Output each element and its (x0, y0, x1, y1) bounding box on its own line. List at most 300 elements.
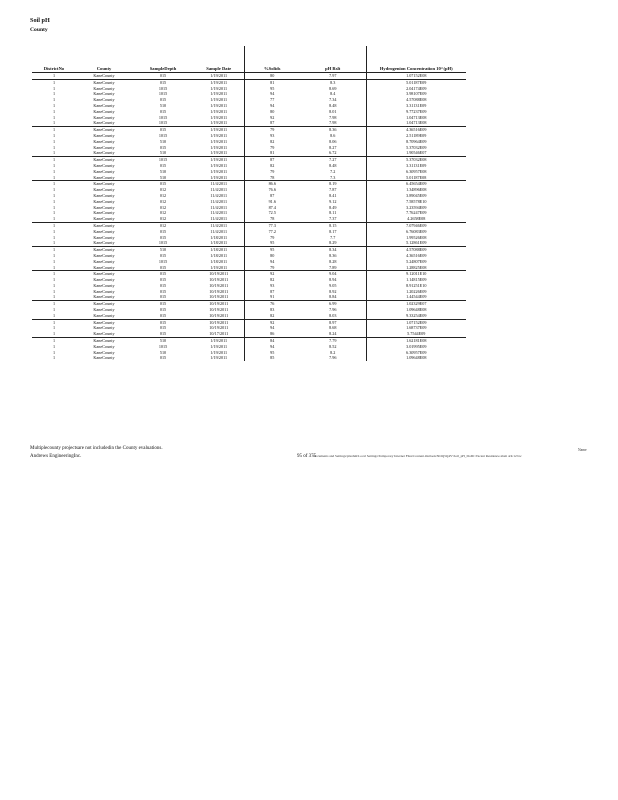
sample-date-cell: 1/19/2011 (210, 138, 228, 144)
percent-solids-cell: 92 (244, 115, 300, 121)
sample-depth-cell: 015 (159, 307, 167, 313)
sample-date-cell: 1/19/2011 (210, 144, 228, 150)
hydrogen-ion-cell: 1.04713E08 (366, 120, 466, 126)
sample-depth-cell: 015 (159, 73, 167, 78)
sample-depth-cell: 012 (159, 210, 167, 216)
header-sample-date: Sample Date (194, 46, 244, 73)
percent-solids-cell: 95 (244, 350, 300, 356)
ph-result-cell: 8.27 (329, 144, 337, 150)
ph-result-cell: 8.68 (329, 325, 337, 331)
hydrogen-ion-cell: 5.12861E09 (366, 240, 466, 246)
county-cell: KaneCounty (93, 343, 115, 349)
hydrogen-ion-cell: 1.09648E08 (366, 355, 466, 361)
sample-date-cell: 11/4/2011 (210, 216, 228, 222)
district-no-cell: 1 (52, 174, 56, 180)
sample-depth-cell: 015 (159, 288, 167, 294)
percent-solids-cell: 80 (244, 253, 300, 259)
sample-depth-cell: 510 (159, 174, 167, 180)
hydrogen-ion-cell: 3.89045E09 (366, 193, 466, 199)
county-cell: KaneCounty (93, 102, 115, 108)
sample-depth-cell: 1015 (158, 132, 168, 138)
county-cell: KaneCounty (93, 187, 115, 193)
sample-date-cell: 1/19/2011 (210, 73, 228, 78)
county-cell: KaneCounty (93, 294, 115, 300)
county-cell: KaneCounty (93, 252, 115, 258)
ph-result-cell: 8.41 (329, 192, 337, 198)
percent-solids-cell: 82 (244, 139, 300, 145)
hydrogen-ion-cell: 5.7544E09 (366, 331, 466, 337)
sample-date-cell: 1/19/2011 (210, 150, 228, 156)
sample-date-cell: 1/19/2011 (194, 79, 244, 85)
sample-date-cell: 1/19/2011 (210, 114, 228, 120)
percent-solids-cell: 78 (244, 175, 300, 181)
sample-depth-cell: 012 (159, 216, 167, 222)
district-no-cell: 1 (52, 277, 56, 283)
sample-depth-cell: 1015 (158, 114, 168, 120)
county-cell: KaneCounty (93, 198, 115, 204)
district-no-cell: 1 (52, 312, 56, 318)
percent-solids-cell: 78 (244, 216, 300, 222)
sample-date-cell: 1/19/2011 (210, 168, 228, 174)
footnote-company: Andrews EngineeringInc. (30, 454, 82, 459)
sample-date-cell: 10/19/2011 (209, 282, 229, 288)
percent-solids-cell: 86 (244, 331, 300, 337)
hydrogen-ion-cell: 1.90546E07 (366, 150, 466, 156)
county-cell: KaneCounty (93, 150, 115, 156)
hydrogen-ion-cell: 1.07152E09 (366, 319, 466, 325)
ph-result-cell: 8.69 (329, 85, 337, 91)
ph-result-cell: 8.06 (329, 138, 337, 144)
ph-result-cell: 8.29 (329, 240, 337, 246)
sample-depth-cell: 510 (159, 102, 167, 108)
hydrogen-ion-cell: 4.2658E08 (366, 216, 466, 222)
county-cell: KaneCounty (93, 174, 115, 180)
sample-depth-cell: 015 (159, 355, 167, 361)
sample-depth-cell: 012 (132, 222, 194, 228)
sample-date-cell: 1/19/2011 (210, 174, 228, 180)
county-cell: KaneCounty (76, 181, 132, 187)
county-cell: KaneCounty (93, 204, 115, 210)
sample-date-cell: 10/19/2011 (209, 277, 229, 283)
ph-result-cell: 8.84 (329, 294, 337, 300)
ph-result-cell: 7.96 (329, 307, 337, 313)
ph-result-cell: 7.2 (330, 168, 336, 174)
district-no-cell: 1 (32, 157, 76, 163)
sample-depth-cell: 015 (132, 271, 194, 277)
sample-depth-cell: 510 (159, 168, 167, 174)
percent-solids-cell: 87 (244, 120, 300, 126)
header-ph-result: pH Rslt (300, 46, 366, 73)
sample-depth-cell: 015 (132, 127, 194, 133)
percent-solids-cell: 82 (244, 163, 300, 169)
header-percent-solids: %Solids (244, 46, 300, 73)
report-title: Soil pH (30, 17, 50, 24)
ph-result-cell: 8.15 (300, 222, 366, 228)
county-cell: KaneCounty (93, 144, 115, 150)
sample-date-cell: 11/4/2011 (210, 187, 228, 193)
sample-depth-cell: 012 (159, 192, 167, 198)
sample-date-cell: 11/4/2011 (210, 192, 228, 198)
sample-depth-cell: 510 (132, 338, 194, 344)
hydrogen-ion-cell: 9.77237E09 (366, 109, 466, 115)
sample-depth-cell: 015 (159, 325, 167, 331)
county-cell: KaneCounty (93, 192, 115, 198)
sample-depth-cell: 510 (159, 150, 167, 156)
county-cell: KaneCounty (93, 114, 115, 120)
hydrogen-ion-cell: 6.30957E08 (366, 169, 466, 175)
county-cell: KaneCounty (93, 228, 115, 234)
ph-result-cell: 6.99 (300, 301, 366, 307)
sample-date-cell: 1/18/2011 (194, 247, 244, 253)
hydrogen-ion-cell: 4.36516E09 (366, 253, 466, 259)
percent-solids-cell: 95 (244, 247, 300, 253)
hydrogen-ion-cell: 6.45654E09 (366, 181, 466, 187)
percent-solids-cell: 87.4 (244, 205, 300, 211)
sample-depth-cell: 015 (159, 108, 167, 114)
percent-solids-cell: 93 (244, 283, 300, 289)
sample-depth-cell: 015 (159, 97, 167, 103)
county-cell: KaneCounty (93, 168, 115, 174)
county-cell: KaneCounty (93, 210, 115, 216)
sample-date-cell: 1/19/2011 (210, 349, 228, 355)
sample-date-cell: 1/19/2011 (210, 102, 228, 108)
percent-solids-cell: 82 (244, 313, 300, 319)
county-cell: KaneCounty (76, 319, 132, 325)
page-number: 95 of 375 (297, 454, 317, 459)
sample-date-cell: 11/4/2011 (210, 210, 228, 216)
district-no-cell: 1 (32, 127, 76, 133)
county-cell: KaneCounty (76, 157, 132, 163)
ph-result-cell: 7.97 (329, 73, 337, 78)
hydrogen-ion-cell: 4.36516E09 (366, 127, 466, 133)
county-cell: KaneCounty (76, 127, 132, 133)
sample-depth-cell: 015 (159, 144, 167, 150)
sample-depth-cell: 012 (159, 204, 167, 210)
county-cell: KaneCounty (76, 271, 132, 277)
sample-date-cell: 10/17/2011 (209, 331, 229, 337)
hydrogen-ion-cell: 5.01187E09 (366, 79, 466, 85)
table-row (32, 73, 466, 80)
county-cell: KaneCounty (93, 216, 115, 222)
district-no-cell: 1 (52, 102, 56, 108)
ph-result-cell: 8.24 (329, 331, 337, 337)
percent-solids-cell: 94 (244, 259, 300, 265)
hydrogen-ion-cell: 1.62181E08 (366, 338, 466, 344)
district-no-cell: 1 (52, 138, 56, 144)
ph-result-cell: 8.03 (329, 312, 337, 318)
sample-date-cell: 11/4/2011 (210, 228, 228, 234)
district-no-cell: 1 (52, 234, 56, 240)
hydrogen-ion-cell: 6.30957E09 (366, 350, 466, 356)
district-no-cell: 1 (32, 319, 76, 325)
percent-solids-cell: 77.2 (244, 229, 300, 235)
percent-solids-cell: 93 (244, 133, 300, 139)
county-cell: KaneCounty (76, 338, 132, 344)
county-cell: KaneCounty (93, 331, 115, 337)
hydrogen-ion-cell: 5.01187E08 (366, 175, 466, 181)
ph-result-cell: 8.52 (329, 343, 337, 349)
percent-solids-cell: 86.6 (244, 181, 300, 187)
county-cell: KaneCounty (93, 277, 115, 283)
ph-result-cell: 8.3 (300, 79, 366, 85)
county-cell: KaneCounty (93, 108, 115, 114)
county-cell: KaneCounty (93, 355, 115, 361)
hydrogen-ion-cell: 1.02329E07 (366, 301, 466, 307)
sample-date-cell: 1/19/2011 (210, 355, 228, 361)
report-subtitle: County (30, 27, 48, 33)
ph-result-cell: 9.05 (329, 282, 337, 288)
table-row (32, 355, 466, 361)
file-path: Documents and Settings\pbrehm\Local Settings\Temporary Internet Files\Content.Outlook\NOQ5Q4V\Soil_pH_DoD1\Vacant Residence.xlsm 4/4/12 bw (313, 454, 522, 458)
hydrogen-ion-cell: 5.37032E08 (366, 157, 466, 163)
sample-depth-cell: 1015 (158, 343, 168, 349)
sample-date-cell: 10/19/2011 (194, 301, 244, 307)
sample-date-cell: 11/4/2011 (194, 222, 244, 228)
table-header-row (32, 46, 466, 73)
sample-depth-cell: 510 (132, 247, 194, 253)
county-cell: KaneCounty (93, 312, 115, 318)
county-cell: KaneCounty (76, 79, 132, 85)
hydrogen-ion-cell: 5.24807E09 (366, 259, 466, 265)
sample-date-cell: 1/19/2011 (210, 85, 228, 91)
hydrogen-ion-cell: 4.57088E09 (366, 247, 466, 253)
sample-depth-cell: 1015 (158, 240, 168, 246)
sample-depth-cell: 1015 (158, 120, 168, 126)
district-no-cell: 1 (52, 264, 56, 270)
ph-result-cell: 8.01 (329, 108, 337, 114)
ph-result-cell: 8.49 (329, 204, 337, 210)
county-cell: KaneCounty (93, 288, 115, 294)
ph-result-cell: 6.72 (329, 150, 337, 156)
sample-date-cell: 1/19/2011 (194, 338, 244, 344)
sample-date-cell: 1/19/2011 (194, 157, 244, 163)
sample-date-cell: 10/19/2011 (209, 294, 229, 300)
hydrogen-ion-cell: 3.01995E09 (366, 344, 466, 350)
county-cell: KaneCounty (76, 301, 132, 307)
percent-solids-cell: 94 (244, 325, 300, 331)
hydrogen-ion-cell: 6.76083E09 (366, 229, 466, 235)
sample-date-cell: 1/19/2011 (210, 343, 228, 349)
sample-depth-cell: 015 (159, 331, 167, 337)
ph-result-cell: 8.36 (329, 252, 337, 258)
ph-result-cell: 7.7 (330, 234, 336, 240)
district-no-cell: 1 (52, 192, 56, 198)
district-no-cell: 1 (52, 162, 56, 168)
ph-result-cell: 8.94 (329, 277, 337, 283)
sample-date-cell: 10/19/2011 (194, 319, 244, 325)
sample-date-cell: 1/19/2011 (210, 120, 228, 126)
district-no-cell: 1 (32, 338, 76, 344)
percent-solids-cell: 95 (244, 240, 300, 246)
hydrogen-ion-cell: 1.28825E08 (366, 265, 466, 271)
percent-solids-cell: 79 (244, 169, 300, 175)
county-cell: KaneCounty (93, 132, 115, 138)
sample-date-cell: 11/4/2011 (210, 204, 228, 210)
county-cell: KaneCounty (93, 240, 115, 246)
hydrogen-ion-cell: 1.44544E09 (366, 294, 466, 300)
district-no-cell: 1 (52, 85, 56, 91)
sample-date-cell: 1/18/2011 (210, 252, 228, 258)
county-cell: KaneCounty (93, 234, 115, 240)
district-no-cell: 1 (52, 187, 56, 193)
sample-date-cell: 1/18/2011 (210, 258, 228, 264)
soil-ph-table (32, 46, 466, 361)
district-no-cell: 1 (52, 114, 56, 120)
sample-date-cell: 10/19/2011 (209, 288, 229, 294)
district-no-cell: 1 (52, 144, 56, 150)
percent-solids-cell: 72.5 (244, 210, 300, 216)
county-cell: KaneCounty (93, 307, 115, 313)
county-cell: KaneCounty (76, 247, 132, 253)
ph-result-cell: 9.12 (329, 198, 337, 204)
district-no-cell: 1 (52, 228, 56, 234)
district-no-cell: 1 (52, 97, 56, 103)
percent-solids-cell: 94 (244, 103, 300, 109)
hydrogen-ion-cell: 1.34896E08 (366, 187, 466, 193)
district-no-cell: 1 (52, 252, 56, 258)
ph-result-cell: 7.3 (330, 174, 336, 180)
district-no-cell: 1 (52, 240, 56, 246)
hydrogen-ion-cell: 5.37032E09 (366, 145, 466, 151)
ph-result-cell: 7.96 (329, 355, 337, 361)
district-no-cell: 1 (52, 331, 56, 337)
ph-result-cell: 8.48 (329, 162, 337, 168)
county-cell: KaneCounty (93, 258, 115, 264)
district-no-cell: 1 (32, 247, 76, 253)
ph-result-cell: 8.2 (330, 349, 336, 355)
sample-depth-cell: 1015 (158, 91, 168, 97)
sample-date-cell: 1/19/2011 (194, 127, 244, 133)
sample-depth-cell: 012 (159, 187, 167, 193)
sample-depth-cell: 012 (159, 198, 167, 204)
percent-solids-cell: 83 (244, 307, 300, 313)
header-sample-depth: SampleDepth (132, 46, 194, 73)
ph-result-cell: 7.37 (329, 216, 337, 222)
hydrogen-ion-cell: 7.58578E10 (366, 199, 466, 205)
county-cell: KaneCounty (93, 85, 115, 91)
county-cell: KaneCounty (93, 91, 115, 97)
percent-solids-cell: 82 (244, 277, 300, 283)
percent-solids-cell: 87 (244, 193, 300, 199)
district-no-cell: 1 (52, 294, 56, 300)
sample-date-cell: 10/19/2011 (209, 312, 229, 318)
district-no-cell: 1 (52, 168, 56, 174)
county-cell: KaneCounty (93, 325, 115, 331)
percent-solids-cell: 94 (244, 344, 300, 350)
header-county: County (76, 46, 132, 73)
ph-result-cell: 9.04 (300, 271, 366, 277)
sample-date-cell: 1/19/2011 (210, 97, 228, 103)
hydrogen-ion-cell: 2.51189E09 (366, 133, 466, 139)
county-cell: KaneCounty (93, 97, 115, 103)
sample-depth-cell: 015 (159, 264, 167, 270)
percent-solids-cell: 81 (244, 150, 300, 156)
ph-result-cell: 8.19 (300, 181, 366, 187)
sample-depth-cell: 510 (159, 349, 167, 355)
ph-result-cell: 7.34 (329, 97, 337, 103)
sample-depth-cell: 015 (159, 282, 167, 288)
sample-date-cell: 11/4/2011 (210, 198, 228, 204)
district-no-cell: 1 (52, 204, 56, 210)
sample-depth-cell: 015 (159, 277, 167, 283)
hydrogen-ion-cell: 3.31131E09 (366, 103, 466, 109)
sample-depth-cell: 015 (159, 234, 167, 240)
county-cell: KaneCounty (93, 120, 115, 126)
sample-depth-cell: 1015 (158, 258, 168, 264)
percent-solids-cell: 77.3 (244, 222, 300, 228)
hydrogen-ion-cell: 1.68737E09 (366, 325, 466, 331)
ph-result-cell: 8.36 (300, 127, 366, 133)
county-cell: KaneCounty (93, 264, 115, 270)
hydrogen-ion-cell: 3.23594E09 (366, 205, 466, 211)
header-hydrogen-ion-concentration: Hydrogenion Concentration 10^(pH) (366, 46, 466, 73)
percent-solids-cell: 87 (244, 289, 300, 295)
sample-depth-cell: 015 (159, 228, 167, 234)
sample-date-cell: 11/4/2011 (194, 181, 244, 187)
sample-date-cell: 10/19/2011 (194, 271, 244, 277)
sample-depth-cell: 1015 (132, 157, 194, 163)
percent-solids-cell: 87 (244, 157, 300, 163)
hydrogen-ion-cell: 1.14815E09 (366, 277, 466, 283)
ph-result-cell: 8.28 (329, 258, 337, 264)
percent-solids-cell: 79 (244, 145, 300, 151)
county-cell: KaneCounty (93, 349, 115, 355)
county-cell: KaneCounty (76, 222, 132, 228)
county-cell: KaneCounty (93, 282, 115, 288)
percent-solids-cell: 80 (244, 109, 300, 115)
percent-solids-cell: 92 (244, 271, 300, 277)
ph-result-cell: 8.34 (300, 247, 366, 253)
district-no-cell: 1 (52, 73, 56, 78)
county-cell: KaneCounty (93, 138, 115, 144)
sample-date-cell: 1/19/2011 (210, 162, 228, 168)
district-no-cell: 1 (52, 108, 56, 114)
district-no-cell: 1 (32, 79, 76, 85)
sample-date-cell: 1/18/2011 (210, 234, 228, 240)
ph-result-cell: 8.4 (330, 91, 336, 97)
percent-solids-cell: 79 (244, 235, 300, 241)
ph-result-cell: 8.92 (329, 288, 337, 294)
hydrogen-ion-cell: 2.04174E09 (366, 86, 466, 92)
district-no-cell: 1 (52, 216, 56, 222)
ph-result-cell: 7.98 (329, 114, 337, 120)
hydrogen-ion-cell: 9.33254E09 (366, 313, 466, 319)
district-no-cell: 1 (52, 288, 56, 294)
ph-result-cell: 8.48 (329, 102, 337, 108)
district-no-cell: 1 (52, 258, 56, 264)
sample-date-cell: 10/19/2011 (209, 307, 229, 313)
district-no-cell: 1 (52, 343, 56, 349)
ph-result-cell: 7.87 (329, 187, 337, 193)
district-no-cell: 1 (52, 150, 56, 156)
ph-result-cell: 8.11 (329, 210, 337, 216)
percent-solids-cell: 84 (244, 338, 300, 344)
header-district-no: DistrictNo (32, 46, 76, 73)
table-body (32, 73, 466, 362)
county-cell: KaneCounty (93, 162, 115, 168)
district-no-cell: 1 (52, 91, 56, 97)
hydrogen-ion-cell: 3.98107E09 (366, 91, 466, 97)
percent-solids-cell: 79 (244, 265, 300, 271)
district-no-cell: 1 (52, 355, 56, 361)
sample-depth-cell: 015 (132, 301, 194, 307)
hydrogen-ion-cell: 7.07946E09 (366, 222, 466, 228)
ph-result-cell: 7.89 (329, 264, 337, 270)
sample-depth-cell: 1015 (158, 85, 168, 91)
hydrogen-ion-cell: 1.20226E09 (366, 289, 466, 295)
hydrogen-ion-cell: 1.07152E08 (366, 73, 466, 80)
hydrogen-ion-cell: 7.76247E09 (366, 210, 466, 216)
